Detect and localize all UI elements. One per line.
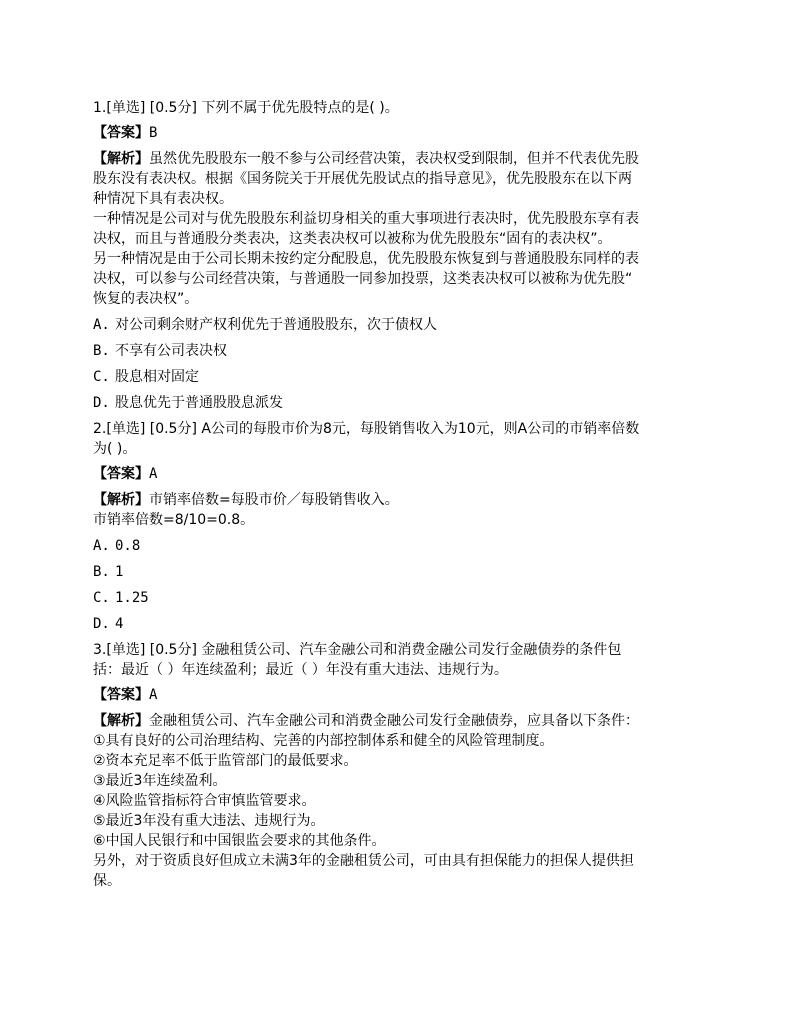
option-c: C. 1.25 — [93, 590, 149, 606]
analysis-line: ⑥中国人民银行和中国银监会要求的其他条件。 — [93, 833, 386, 849]
analysis-line: ③最近3年连续盈利。 — [93, 773, 227, 789]
analysis-tag: 【解析】 — [93, 492, 149, 508]
option-a: A. 对公司剩余财产权利优先于普通股股东，次于债权人 — [93, 317, 437, 333]
analysis-line: 另一种情况是由于公司长期未按约定分配股息，优先股股东恢复到与普通股股东同样的表 — [93, 251, 639, 267]
answer-line — [93, 685, 713, 705]
analysis-line: 市销率倍数=8/10=0.8。 — [93, 512, 255, 528]
answer-value: A — [149, 687, 158, 703]
answer-tag: 【答案】 — [93, 466, 149, 482]
option-d: D. 股息优先于普通股股息派发 — [93, 395, 283, 411]
answer-tag: 【答案】 — [93, 687, 149, 703]
question-stem: 括：最近（ ）年连续盈利；最近（ ）年没有重大违法、违规行为。 — [93, 662, 508, 678]
analysis-line: ⑤最近3年没有重大违法、违规行为。 — [93, 813, 325, 829]
option-d: D. 4 — [93, 616, 124, 632]
document-page — [93, 98, 713, 891]
analysis-tag: 【解析】 — [93, 713, 149, 729]
analysis-line: 另外，对于资质良好但成立未满3年的金融租赁公司，可由具有担保能力的担保人提供担 — [93, 853, 634, 869]
analysis-line: 决权，可以参与公司经营决策，与普通股一同参加投票，这类表决权可以被称为优先股“ — [93, 271, 633, 287]
question-stem: 为( )。 — [93, 441, 137, 457]
analysis-line: ①具有良好的公司治理结构、完善的内部控制体系和健全的风险管理制度。 — [93, 733, 554, 749]
option-a: A. 0.8 — [93, 538, 141, 554]
question-stem: 3.[单选] [0.5分] 金融租赁公司、汽车金融公司和消费金融公司发行金融债券的条件包 — [93, 642, 622, 658]
option-c: C. 股息相对固定 — [93, 369, 199, 385]
question-2 — [93, 419, 713, 634]
question-3 — [93, 640, 713, 891]
analysis-line: 种情况下具有表决权。 — [93, 191, 233, 207]
analysis-line: 【解析】市销率倍数=每股市价／每股销售收入。 — [93, 492, 399, 508]
question-stem: 1.[单选] [0.5分] 下列不属于优先股特点的是( )。 — [93, 100, 399, 116]
answer-line — [93, 464, 713, 484]
analysis-line: 一种情况是公司对与优先股股东利益切身相关的重大事项进行表决时，优先股股东享有表 — [93, 211, 639, 227]
analysis-line: 股东没有表决权。根据《国务院关于开展优先股试点的指导意见》，优先股股东在以下两 — [93, 171, 632, 187]
answer-line — [93, 123, 713, 143]
analysis-line: 保。 — [93, 873, 121, 889]
option-b: B. 不享有公司表决权 — [93, 343, 227, 359]
analysis-line: 【解析】金融租赁公司、汽车金融公司和消费金融公司发行金融债券，应具备以下条件： — [93, 713, 639, 729]
analysis-line: 【解析】虽然优先股股东一般不参与公司经营决策，表决权受到限制，但并不代表优先股 — [93, 151, 639, 167]
analysis-tag: 【解析】 — [93, 151, 149, 167]
analysis-line: 恢复的表决权”。 — [93, 291, 199, 307]
analysis-line: ②资本充足率不低于监管部门的最低要求。 — [93, 753, 358, 769]
question-1 — [93, 98, 713, 413]
question-stem: 2.[单选] [0.5分] A公司的每股市价为8元，每股销售收入为10元，则A公司的市销率倍数 — [93, 421, 640, 437]
answer-value: B — [149, 125, 158, 141]
analysis-line: 决权，而且与普通股分类表决，这类表决权可以被称为优先股股东“固有的表决权”。 — [93, 231, 612, 247]
analysis-line: ④风险监管指标符合审慎监管要求。 — [93, 793, 316, 809]
option-b: B. 1 — [93, 564, 124, 580]
answer-tag: 【答案】 — [93, 125, 149, 141]
answer-value: A — [149, 466, 158, 482]
